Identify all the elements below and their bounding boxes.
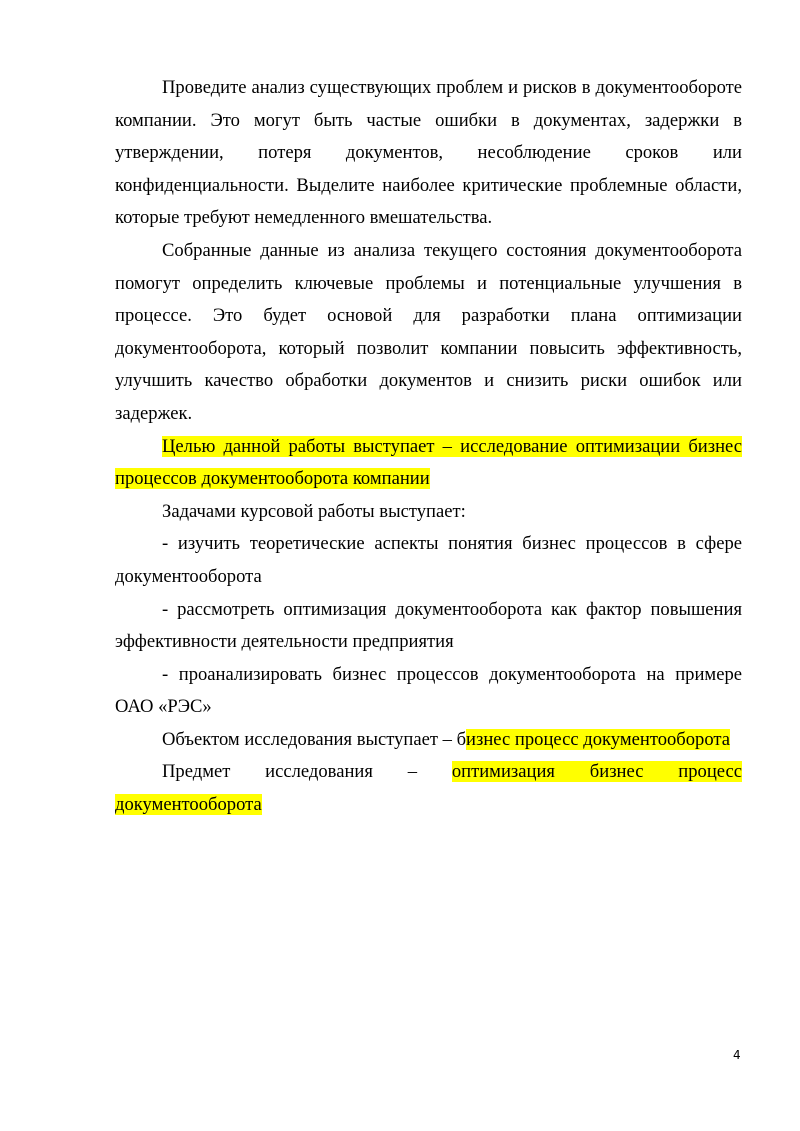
- subject-highlighted-text: оптимизация бизнес процесс документооборота: [115, 761, 742, 816]
- paragraph-problem-analysis: Проведите анализ существующих проблем и рисков в документообороте компании. Это могут быть частые ошибки в документах, задержки в утверждении, потеря документов, несоблюдение сроков или конфиденциальности. Выделите наиболее критические проблемные области, которые требуют немедленного вмешательства.: [115, 77, 742, 229]
- document-body: [115, 72, 742, 822]
- task-item-1: - изучить теоретические аспекты понятия бизнес процессов в сфере документооборота: [115, 533, 742, 587]
- object-highlighted-text: изнес процесс документооборота: [466, 728, 731, 750]
- goal-highlighted-text: Целью данной работы выступает – исследование оптимизации бизнес процессов документооборота компании: [115, 435, 742, 490]
- page-number: 4: [733, 1048, 741, 1062]
- paragraph-research-subject: [115, 756, 742, 821]
- paragraph-collected-data: Собранные данные из анализа текущего состояния документооборота помогут определить ключевые проблемы и потенциальные улучшения в процессе. Это будет основой для разработки плана оптимизации документооборота, который позволит компании повысить эффективность, улучшить качество обработки документов и снизить риски ошибок или задержек.: [115, 239, 742, 424]
- subject-label-text: Предмет исследования –: [162, 761, 452, 783]
- paragraph-tasks-heading: Задачами курсовой работы выступает:: [162, 500, 466, 522]
- paragraph-research-object: [115, 724, 742, 757]
- task-item-3: - проанализировать бизнес процессов документооборота на примере ОАО «РЭС»: [115, 663, 742, 718]
- object-label-text: Объектом исследования выступает – б: [162, 728, 467, 750]
- paragraph-goal: [115, 431, 742, 496]
- task-item-2: - рассмотреть оптимизация документооборота как фактор повышения эффективности деятельности предприятия: [115, 598, 742, 653]
